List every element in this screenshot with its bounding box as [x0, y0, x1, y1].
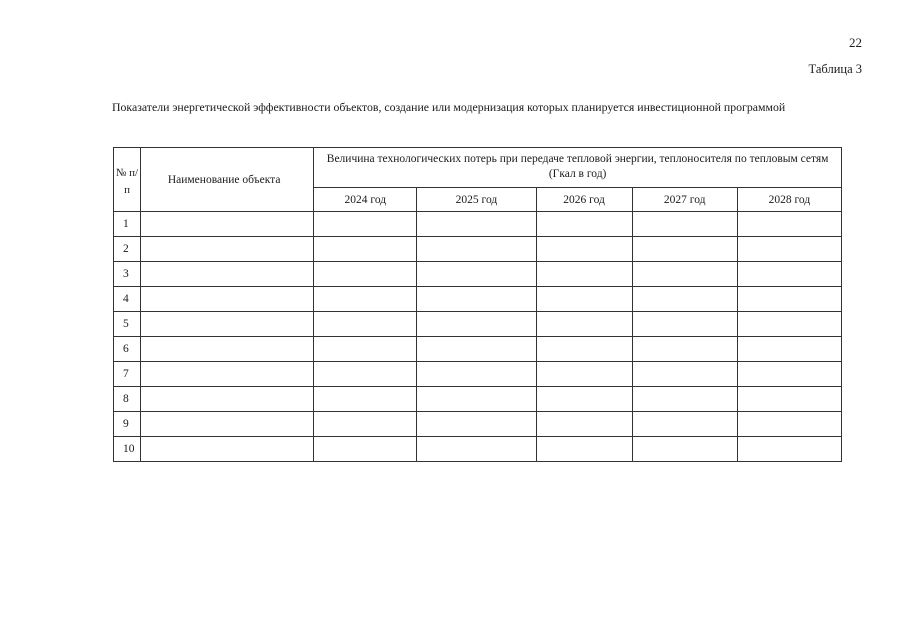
- table-cell: [141, 262, 314, 287]
- table-cell: [536, 362, 632, 387]
- row-number: 2: [114, 237, 141, 262]
- table-cell: [737, 237, 841, 262]
- group-header-losses: Величина технологических потерь при передаче тепловой энергии, теплоносителя по тепловым сетям (Гкал в год): [314, 148, 842, 188]
- row-number: 8: [114, 387, 141, 412]
- table-row: [114, 337, 842, 362]
- table-row: [114, 237, 842, 262]
- table-cell: [141, 387, 314, 412]
- table-cell: [737, 337, 841, 362]
- table-cell: [632, 237, 737, 262]
- table-cell: [536, 237, 632, 262]
- table-cell: [417, 387, 536, 412]
- table-cell: [536, 287, 632, 312]
- efficiency-table: [113, 147, 842, 462]
- table-cell: [314, 212, 417, 237]
- table-cell: [536, 312, 632, 337]
- table-cell: [417, 312, 536, 337]
- table-cell: [417, 287, 536, 312]
- table-cell: [417, 262, 536, 287]
- table-cell: [141, 362, 314, 387]
- table-cell: [314, 437, 417, 462]
- table-cell: [417, 437, 536, 462]
- table-cell: [737, 412, 841, 437]
- table-cell: [536, 412, 632, 437]
- table-cell: [417, 212, 536, 237]
- year-header: 2027 год: [632, 188, 737, 212]
- table-cell: [141, 212, 314, 237]
- table-row: [114, 287, 842, 312]
- table-cell: [632, 262, 737, 287]
- table-cell: [314, 387, 417, 412]
- table-cell: [536, 212, 632, 237]
- table-cell: [141, 437, 314, 462]
- table-cell: [632, 212, 737, 237]
- table-cell: [314, 237, 417, 262]
- row-number: 7: [114, 362, 141, 387]
- table-cell: [632, 337, 737, 362]
- year-header: 2028 год: [737, 188, 841, 212]
- table-row: [114, 437, 842, 462]
- table-cell: [632, 437, 737, 462]
- table-row: [114, 362, 842, 387]
- year-header: 2024 год: [314, 188, 417, 212]
- table-cell: [536, 387, 632, 412]
- table-cell: [632, 362, 737, 387]
- table-cell: [737, 212, 841, 237]
- table-cell: [737, 437, 841, 462]
- table-cell: [141, 412, 314, 437]
- table-cell: [417, 237, 536, 262]
- table-row: [114, 387, 842, 412]
- row-number: 1: [114, 212, 141, 237]
- col-name-header: Наименование объекта: [141, 148, 314, 212]
- table-cell: [314, 287, 417, 312]
- row-number: 6: [114, 337, 141, 362]
- table-cell: [141, 237, 314, 262]
- table-cell: [632, 387, 737, 412]
- page-number: 22: [849, 35, 862, 50]
- table-cell: [314, 337, 417, 362]
- table-cell: [737, 262, 841, 287]
- row-number: 10: [114, 437, 141, 462]
- table-row: [114, 212, 842, 237]
- year-header: 2026 год: [536, 188, 632, 212]
- table-cell: [632, 312, 737, 337]
- table-cell: [737, 312, 841, 337]
- table-cell: [536, 337, 632, 362]
- table-cell: [141, 312, 314, 337]
- table-cell: [314, 312, 417, 337]
- table-cell: [737, 362, 841, 387]
- year-header: 2025 год: [417, 188, 536, 212]
- row-number: 3: [114, 262, 141, 287]
- table-cell: [314, 412, 417, 437]
- table-label: Таблица 3: [808, 62, 862, 76]
- table-cell: [141, 287, 314, 312]
- table-row: [114, 262, 842, 287]
- table-cell: [417, 412, 536, 437]
- table-cell: [737, 387, 841, 412]
- table-cell: [536, 437, 632, 462]
- document-title: Показатели энергетической эффективности объектов, создание или модернизация которых планируется инвестиционной программой: [112, 100, 786, 114]
- row-number: 5: [114, 312, 141, 337]
- table-cell: [314, 262, 417, 287]
- table-cell: [417, 337, 536, 362]
- table-cell: [314, 362, 417, 387]
- table-cell: [536, 262, 632, 287]
- col-number-header: № п/п: [114, 148, 141, 212]
- table-cell: [417, 362, 536, 387]
- row-number: 4: [114, 287, 141, 312]
- table-row: [114, 412, 842, 437]
- table-row: [114, 312, 842, 337]
- row-number: 9: [114, 412, 141, 437]
- table-cell: [632, 412, 737, 437]
- table-cell: [632, 287, 737, 312]
- table-cell: [737, 287, 841, 312]
- table-cell: [141, 337, 314, 362]
